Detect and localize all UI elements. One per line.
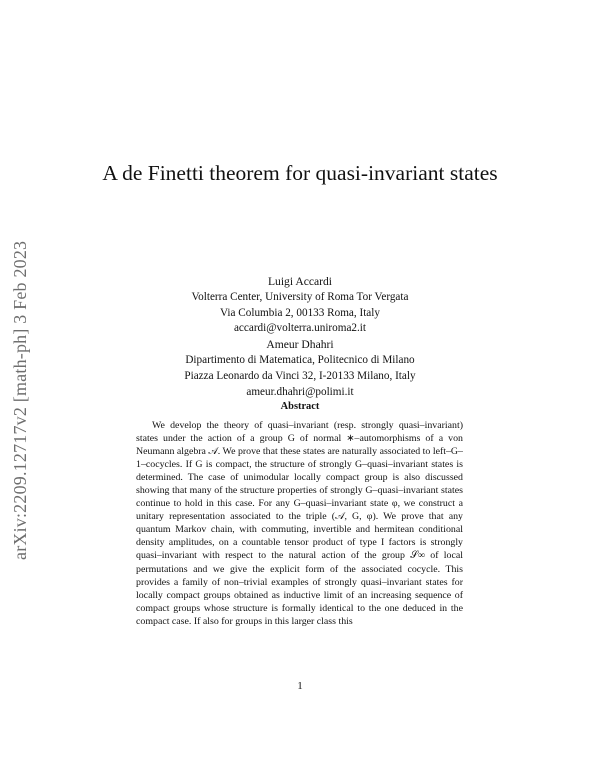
author-affiliation: Dipartimento di Matematica, Politecnico di Milano (185, 353, 415, 366)
page-number: 1 (297, 680, 303, 692)
author-affiliation: Volterra Center, University of Roma Tor Vergata (191, 290, 409, 303)
author-name: Ameur Dhahri (266, 338, 334, 352)
author-name: Luigi Accardi (267, 275, 333, 288)
author-address: Via Columbia 2, 00133 Roma, Italy (220, 306, 380, 319)
author-email: ameur.dhahri@polimi.it (246, 385, 354, 398)
arxiv-identifier-stamp: arXiv:2209.12717v2 [math-ph] 3 Feb 2023 (10, 240, 30, 560)
paper-title: A de Finetti theorem for quasi-invariant states (102, 161, 498, 185)
abstract-heading: Abstract (280, 401, 320, 412)
author-block (60, 274, 540, 400)
author-email: accardi@volterra.uniroma2.it (233, 322, 367, 335)
abstract-text: We develop the theory of quasi–invariant (resp. strongly quasi–invariant) states under the action of a group G of normal ∗–automorphisms of a von Neumann algebra 𝒜. We prove that these states are naturally associated to left–G–1–cocycles. If G is compact, the structure of strongly G–quasi–invariant states is determined. The case of unimodular locally compact group is also discussed showing that many of the structure properties of strongly G–quasi–invariant states continue to hold in this case. For any G–quasi–invariant state φ, we construct a unitary representation associated to the triple (𝒜, G, φ). We prove that any quantum Markov chain, with commuting, invertible and hermitean conditional density amplitudes, on a countable tensor product of type I factors is strongly quasi–invariant with respect to the natural action of the group 𝒮∞ of local permutations and we give the explicit form of the associated cocycle. This provides a family of non–trivial examples of strongly quasi–invariant states for locally compact groups obtained as inductive limit of an increasing sequence of compact groups whose structure is formally identical to the one deduced in the compact case. If also for groups in this larger class this (136, 420, 463, 627)
author-address: Piazza Leonardo da Vinci 32, I-20133 Milano, Italy (184, 369, 416, 382)
